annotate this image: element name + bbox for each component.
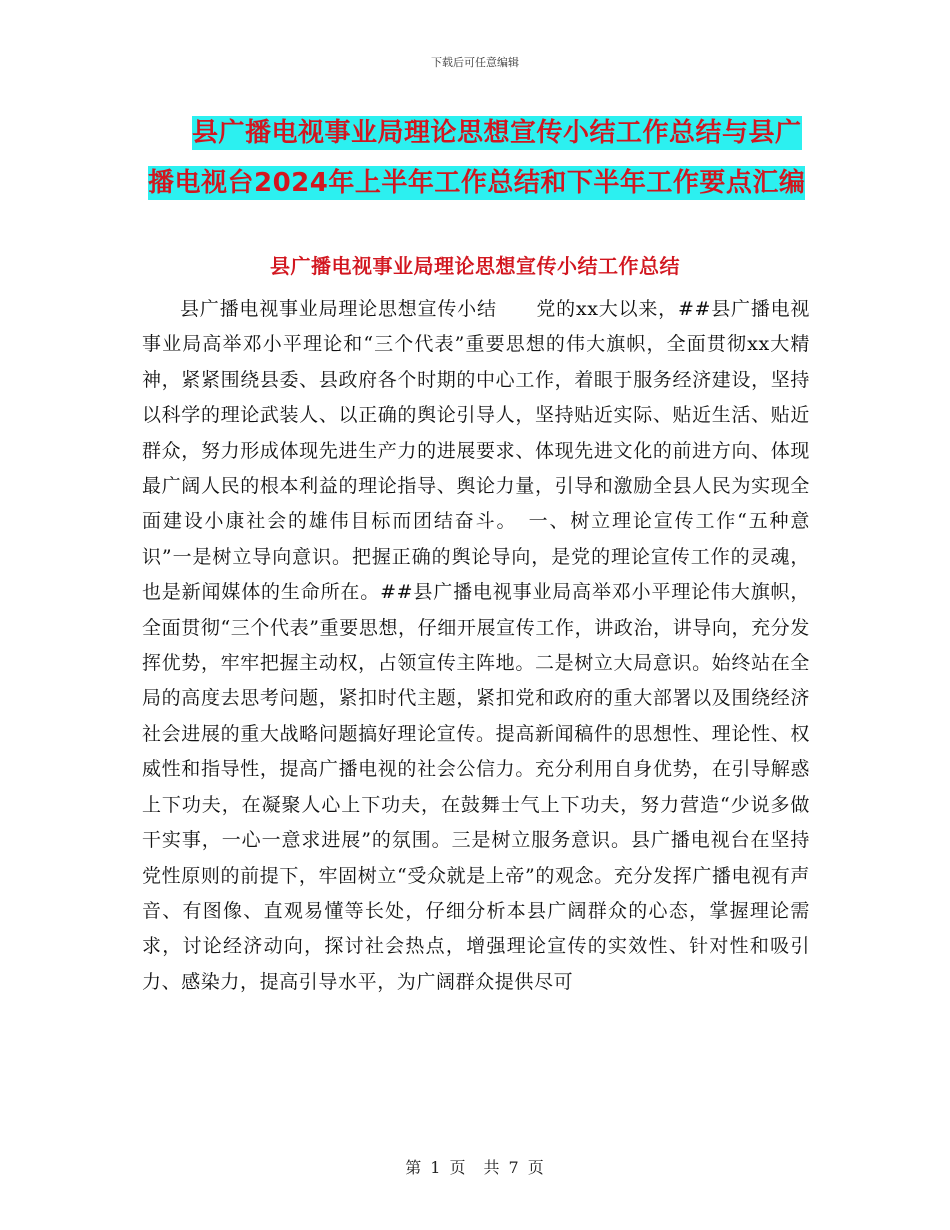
document-title-line-1 <box>148 108 808 158</box>
title-highlight-2: 播电视台2024年上半年工作总结和下半年工作要点汇编 <box>148 168 806 198</box>
document-title-line-2 <box>148 158 808 208</box>
body-paragraph: 县广播电视事业局理论思想宣传小结 党的xx大以来，##县广播电视事业局高举邓小平理论和“三个代表”重要思想的伟大旗帜，全面贯彻xx大精神，紧紧围绕县委、县政府各个时期的中心工作，着眼于服务经济建设，坚持以科学的理论武装人、以正确的舆论引导人，坚持贴近实际、贴近生活、贴近群众，努力形成体现先进生产力的进展要求、体现先进文化的前进方向、体现最广阔人民的根本利益的理论指导、舆论力量，引导和激励全县人民为实现全面建设小康社会的雄伟目标而团结奋斗。 一、树立理论宣传工作“五种意识”一是树立导向意识。把握正确的舆论导向，是党的理论宣传工作的灵魂，也是新闻媒体的生命所在。##县广播电视事业局高举邓小平理论伟大旗帜，全面贯彻“三个代表”重要思想，仔细开展宣传工作，讲政治，讲导向，充分发挥优势，牢牢把握主动权，占领宣传主阵地。二是树立大局意识。始终站在全局的高度去思考问题，紧扣时代主题，紧扣党和政府的重大部署以及围绕经济社会进展的重大战略问题搞好理论宣传。提高新闻稿件的思想性、理论性、权威性和指导性，提高广播电视的社会公信力。充分利用自身优势，在引导解惑上下功夫，在凝聚人心上下功夫，在鼓舞士气上下功夫，努力营造“少说多做干实事，一心一意求进展”的氛围。三是树立服务意识。县广播电视台在坚持党性原则的前提下，牢固树立“受众就是上帝”的观念。充分发挥广播电视有声音、有图像、直观易懂等长处，仔细分析本县广阔群众的心态，掌握理论需求，讨论经济动向，探讨社会热点，增强理论宣传的实效性、针对性和吸引力、感染力，提高引导水平，为广阔群众提供尽可 <box>142 298 810 993</box>
footer-total-pages: 7 <box>508 1158 520 1177</box>
footer-suffix: 页 <box>527 1158 545 1177</box>
footer-middle: 页 共 <box>449 1158 501 1177</box>
section-title: 县广播电视事业局理论思想宣传小结工作总结 <box>270 254 680 278</box>
page-footer <box>0 1155 950 1178</box>
title-highlight-1: 县广播电视事业局理论思想宣传小结工作总结与县广 <box>192 118 802 148</box>
footer-page-number: 1 <box>430 1158 442 1177</box>
header-note: 下载后可任意编辑 <box>431 56 519 69</box>
document-title <box>148 108 808 208</box>
footer-prefix: 第 <box>405 1158 423 1177</box>
